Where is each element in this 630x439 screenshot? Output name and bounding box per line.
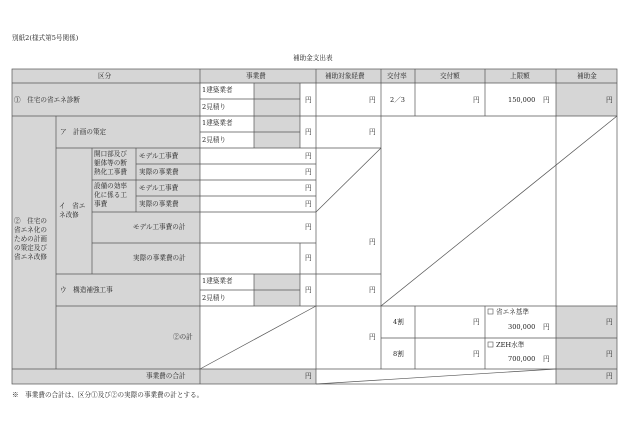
kofu-8-unit: 円 xyxy=(473,350,480,358)
sec2-label-line: 省エネ改修 xyxy=(14,253,47,261)
opening-label-line: 熱化工事費 xyxy=(94,168,127,176)
r1-limit-unit: 円 xyxy=(543,96,550,104)
model-total-label: モデル工事費の計 xyxy=(133,223,186,231)
equip-actual-label: 実際の事業費 xyxy=(139,200,179,208)
r1-keihi-unit: 円 xyxy=(369,96,376,104)
header-hojo-kin: 補助金 xyxy=(577,72,597,80)
r1-sub1: 1建築業者 xyxy=(202,86,233,94)
rate-8: 8割 xyxy=(393,350,404,358)
std-zeh-label: ZEH水準 xyxy=(496,341,525,349)
total-label: 事業費の合計 xyxy=(146,372,186,380)
r1-limit-amount: 150,000 xyxy=(508,96,536,104)
std-energy-unit: 円 xyxy=(543,323,550,331)
sum2-label: ②の計 xyxy=(173,333,193,341)
checkbox-zeh xyxy=(488,342,493,347)
opening-model-label: モデル工事費 xyxy=(139,152,179,160)
sec2-label-line: の策定及び xyxy=(14,244,47,252)
a-keihi-unit: 円 xyxy=(369,128,376,136)
kofu-4-unit: 円 xyxy=(473,318,480,326)
opening-actual-unit: 円 xyxy=(305,168,312,176)
std-energy-label: 省エネ基準 xyxy=(496,308,529,316)
sec2-label-line: 省エネ化の xyxy=(14,226,47,234)
sum2-keihi-unit: 円 xyxy=(369,333,376,341)
std-zeh-unit: 円 xyxy=(543,355,550,363)
r1-label: ① 住宅の省エネ診断 xyxy=(14,96,80,104)
a-sub1: 1建築業者 xyxy=(202,119,233,127)
total-jigyohi-unit: 円 xyxy=(305,372,312,380)
equip-actual-unit: 円 xyxy=(305,200,312,208)
std-energy-amount: 300,000 xyxy=(508,323,536,331)
i-label-line: ネ改修 xyxy=(59,211,79,219)
sec2-label-line: ための計画 xyxy=(14,235,47,243)
header-jogen-gaku: 上限額 xyxy=(510,72,530,80)
page-title: 補助金支出表 xyxy=(293,54,333,62)
std-zeh-amount: 700,000 xyxy=(508,355,536,363)
i-keihi-unit: 円 xyxy=(369,238,376,246)
rate-4: 4割 xyxy=(393,318,404,326)
header-kofu-ritsu: 交付率 xyxy=(387,72,407,80)
equip-model-label: モデル工事費 xyxy=(139,184,179,192)
hojo-8-unit: 円 xyxy=(606,350,613,358)
opening-label xyxy=(94,150,127,177)
r1-rate: 2／3 xyxy=(390,96,405,104)
form-label: 別紙2(様式第5号関係) xyxy=(12,34,79,42)
header-jigyohi: 事業費 xyxy=(246,72,266,80)
hojo-4-unit: 円 xyxy=(606,318,613,326)
i-label-line: イ 省エ xyxy=(59,202,86,210)
r1-hojo-unit: 円 xyxy=(606,96,613,104)
r1-kofu-unit: 円 xyxy=(473,96,480,104)
equip-label-line: 化に係る工 xyxy=(94,191,127,199)
header-kubun: 区分 xyxy=(98,72,112,80)
a-sub2: 2見積り xyxy=(202,136,226,144)
equip-model-unit: 円 xyxy=(305,184,312,192)
i-label xyxy=(59,202,85,220)
footnote: ※ 事業費の合計は、区分①及び②の実際の事業費の計とする。 xyxy=(12,391,204,399)
actual-total-label: 実際の事業費の計 xyxy=(133,254,186,262)
sec2-label xyxy=(14,217,47,262)
opening-label-line: 躯体等の断 xyxy=(94,159,127,167)
a-jigyohi-unit: 円 xyxy=(305,128,312,136)
u-jigyohi-unit: 円 xyxy=(305,286,312,294)
r1-sub2: 2見積り xyxy=(202,103,226,111)
u-label: ウ 構造補強工事 xyxy=(60,286,113,294)
checkbox-energy-std xyxy=(488,309,493,314)
equip-label-line: 事費 xyxy=(94,200,108,208)
sec2-label-line: ② 住宅の xyxy=(14,217,47,225)
a-label: ア 計画の策定 xyxy=(60,128,107,136)
opening-label-line: 開口部及び xyxy=(94,150,127,158)
header-hojo-keihi: 補助対象経費 xyxy=(325,72,365,80)
r1-jigyohi-unit: 円 xyxy=(305,96,312,104)
u-sub1: 1建築業者 xyxy=(202,277,233,285)
u-keihi-unit: 円 xyxy=(369,286,376,294)
opening-actual-label: 実際の事業費 xyxy=(139,168,179,176)
equip-label xyxy=(94,182,127,209)
header-kofu-gaku: 交付額 xyxy=(440,72,460,80)
equip-label-line: 設備の効率 xyxy=(94,182,127,190)
model-total-unit: 円 xyxy=(305,223,312,231)
u-sub2: 2見積り xyxy=(202,294,226,302)
opening-model-unit: 円 xyxy=(305,152,312,160)
actual-total-unit: 円 xyxy=(305,254,312,262)
total-hojo-unit: 円 xyxy=(606,372,613,380)
